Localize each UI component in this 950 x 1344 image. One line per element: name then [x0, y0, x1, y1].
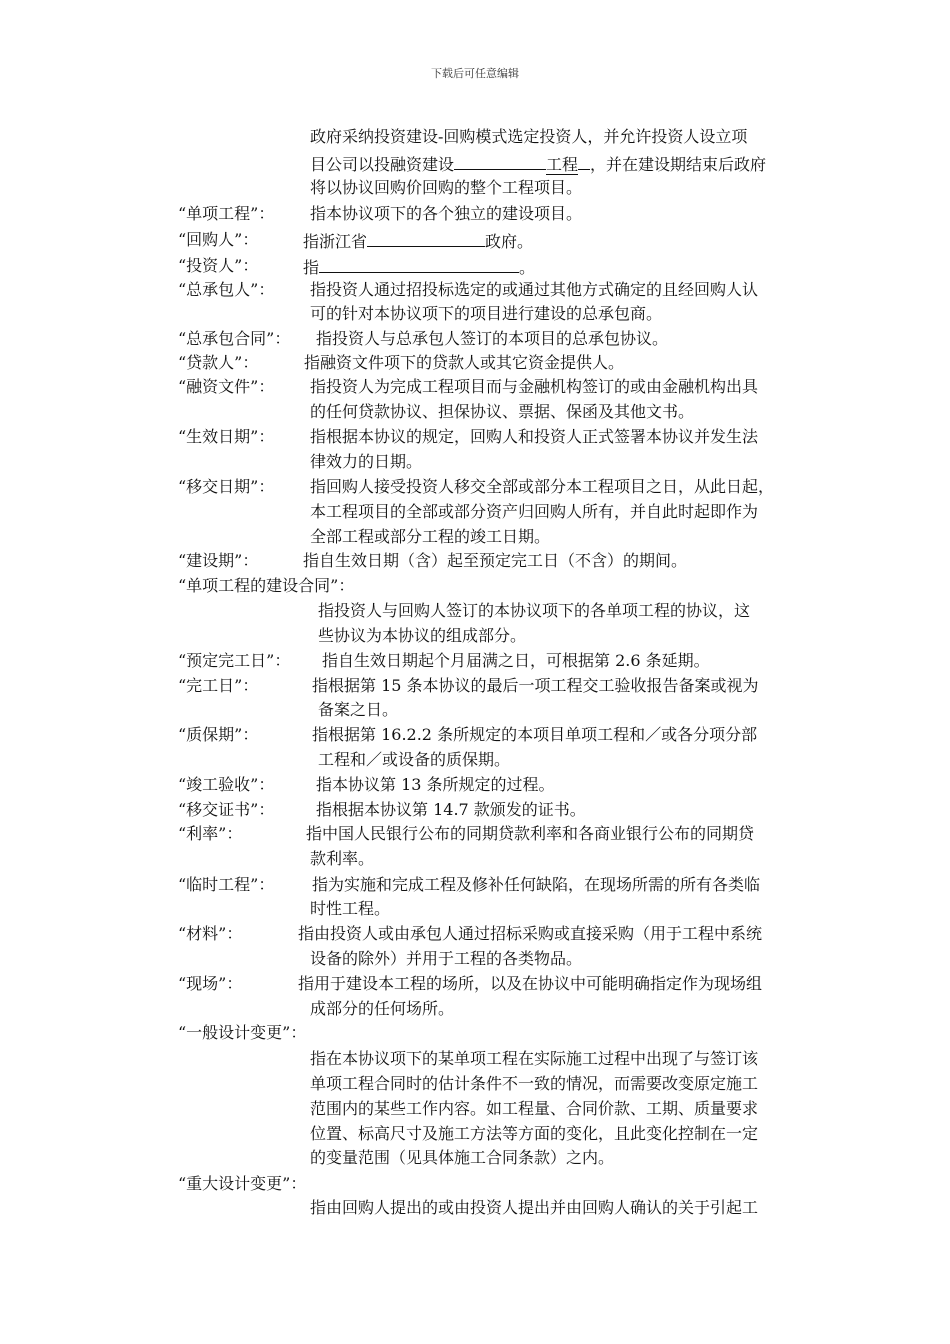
- definition-text: 指根据第 16.2.2 条所规定的本项目单项工程和／或各分项分部: [312, 725, 758, 744]
- definition-text: 指本协议第 13 条所规定的过程。: [316, 775, 555, 794]
- definition-text: 指中国人民银行公布的同期贷款利率和各商业银行公布的同期贷: [306, 824, 755, 843]
- definition-text: 指用于建设本工程的场所，以及在协议中可能明确指定作为现场组: [298, 974, 763, 993]
- blank-underline: [578, 153, 590, 170]
- blank-underline: [319, 256, 519, 273]
- definition-text: 指投资人与回购人签订的本协议项下的各单项工程的协议，这: [318, 601, 751, 620]
- term-label: “利率”：: [178, 824, 243, 843]
- definition-text: 位置、标高尺寸及施工方法等方面的变化，且此变化控制在一定: [310, 1124, 759, 1143]
- blank-underline: [367, 230, 485, 247]
- definition-text: 备案之日。: [318, 700, 399, 719]
- term-label: “现场”：: [178, 974, 243, 993]
- definition-text: 指为实施和完成工程及修补任何缺陷，在现场所需的所有各类临: [312, 875, 761, 894]
- term-label: “单项工程”：: [178, 204, 275, 223]
- definition-text: 单项工程合同时的估计条件不一致的情况，而需要改变原定施工: [310, 1074, 759, 1093]
- term-label: “移交日期”：: [178, 477, 275, 496]
- term-label: “一般设计变更”：: [178, 1023, 307, 1042]
- definition-text: 指 。: [303, 258, 536, 277]
- definition-text: 全部工程或部分工程的竣工日期。: [310, 527, 551, 546]
- term-label: “竣工验收”：: [178, 775, 275, 794]
- definition-text: 律效力的日期。: [310, 452, 423, 471]
- term-label: “质保期”：: [178, 725, 259, 744]
- term-label: “贷款人”：: [178, 353, 259, 372]
- definition-text: 指融资文件项下的贷款人或其它资金提供人。: [304, 353, 625, 372]
- term-label: “融资文件”：: [178, 377, 275, 396]
- term-label: “生效日期”：: [178, 427, 275, 446]
- body-line: 目公司以投融资建设 工程 ，并在建设期结束后政府: [310, 155, 767, 174]
- term-label: “建设期”：: [178, 551, 259, 570]
- term-label: “完工日”：: [178, 676, 259, 695]
- definition-text: 时性工程。: [310, 899, 391, 918]
- definition-text: 指回购人接受投资人移交全部或部分本工程项目之日，从此日起，: [310, 477, 775, 496]
- definition-text: 指投资人通过招投标选定的或通过其他方式确定的且经回购人认: [310, 280, 759, 299]
- definition-text: 指自生效日期（含）起至预定完工日（不含）的期间。: [303, 551, 688, 570]
- term-label: “总承包合同”：: [178, 329, 291, 348]
- term-label: “移交证书”：: [178, 800, 275, 819]
- term-label: “重大设计变更”：: [178, 1174, 307, 1193]
- definition-text: 指投资人与总承包人签订的本项目的总承包协议。: [316, 329, 669, 348]
- definition-text: 指浙江省 政府。: [303, 232, 534, 251]
- definition-text: 指根据本协议的规定，回购人和投资人正式签署本协议并发生法: [310, 427, 759, 446]
- definition-text: 款利率。: [310, 849, 375, 868]
- definition-text: 指由回购人提出的或由投资人提出并由回购人确认的关于引起工: [310, 1198, 759, 1217]
- definition-text: 范围内的某些工作内容。如工程量、合同价款、工期、质量要求: [310, 1099, 759, 1118]
- definition-text: 指在本协议项下的某单项工程在实际施工过程中出现了与签订该: [310, 1049, 759, 1068]
- definition-text: 可的针对本协议项下的项目进行建设的总承包商。: [310, 304, 663, 323]
- definition-text: 工程和／或设备的质保期。: [318, 750, 511, 769]
- blank-underline: [454, 153, 546, 170]
- term-label: “材料”：: [178, 924, 243, 943]
- term-label: “回购人”：: [178, 230, 259, 249]
- definition-text: 指根据第 15 条本协议的最后一项工程交工验收报告备案或视为: [312, 676, 759, 695]
- term-label: “总承包人”：: [178, 280, 275, 299]
- page-header: 下载后可任意编辑: [431, 67, 519, 80]
- definition-text: 指本协议项下的各个独立的建设项目。: [310, 204, 583, 223]
- term-label: “单项工程的建设合同”：: [178, 576, 355, 595]
- definition-text: 本工程项目的全部或部分资产归回购人所有，并自此时起即作为: [310, 502, 759, 521]
- definition-text: 设备的除外）并用于工程的各类物品。: [310, 949, 583, 968]
- term-label: “预定完工日”：: [178, 651, 291, 670]
- body-line: 政府采纳投资建设-回购模式选定投资人，并允许投资人设立项: [310, 127, 748, 146]
- term-label: “投资人”：: [178, 256, 259, 275]
- definition-text: 的任何贷款协议、担保协议、票据、保函及其他文书。: [310, 402, 695, 421]
- definition-text: 的变量范围（见具体施工合同条款）之内。: [310, 1148, 615, 1167]
- definition-text: 指由投资人或由承包人通过招标采购或直接采购（用于工程中系统: [298, 924, 763, 943]
- definition-text: 指自生效日期起个月届满之日，可根据第 2.6 条延期。: [322, 651, 710, 670]
- term-label: “临时工程”：: [178, 875, 275, 894]
- definition-text: 指投资人为完成工程项目而与金融机构签订的或由金融机构出具: [310, 377, 759, 396]
- definition-text: 成部分的任何场所。: [310, 999, 455, 1018]
- definition-text: 指根据本协议第 14.7 款颁发的证书。: [316, 800, 586, 819]
- definition-text: 些协议为本协议的组成部分。: [318, 626, 527, 645]
- body-line: 将以协议回购价回购的整个工程项目。: [310, 178, 583, 197]
